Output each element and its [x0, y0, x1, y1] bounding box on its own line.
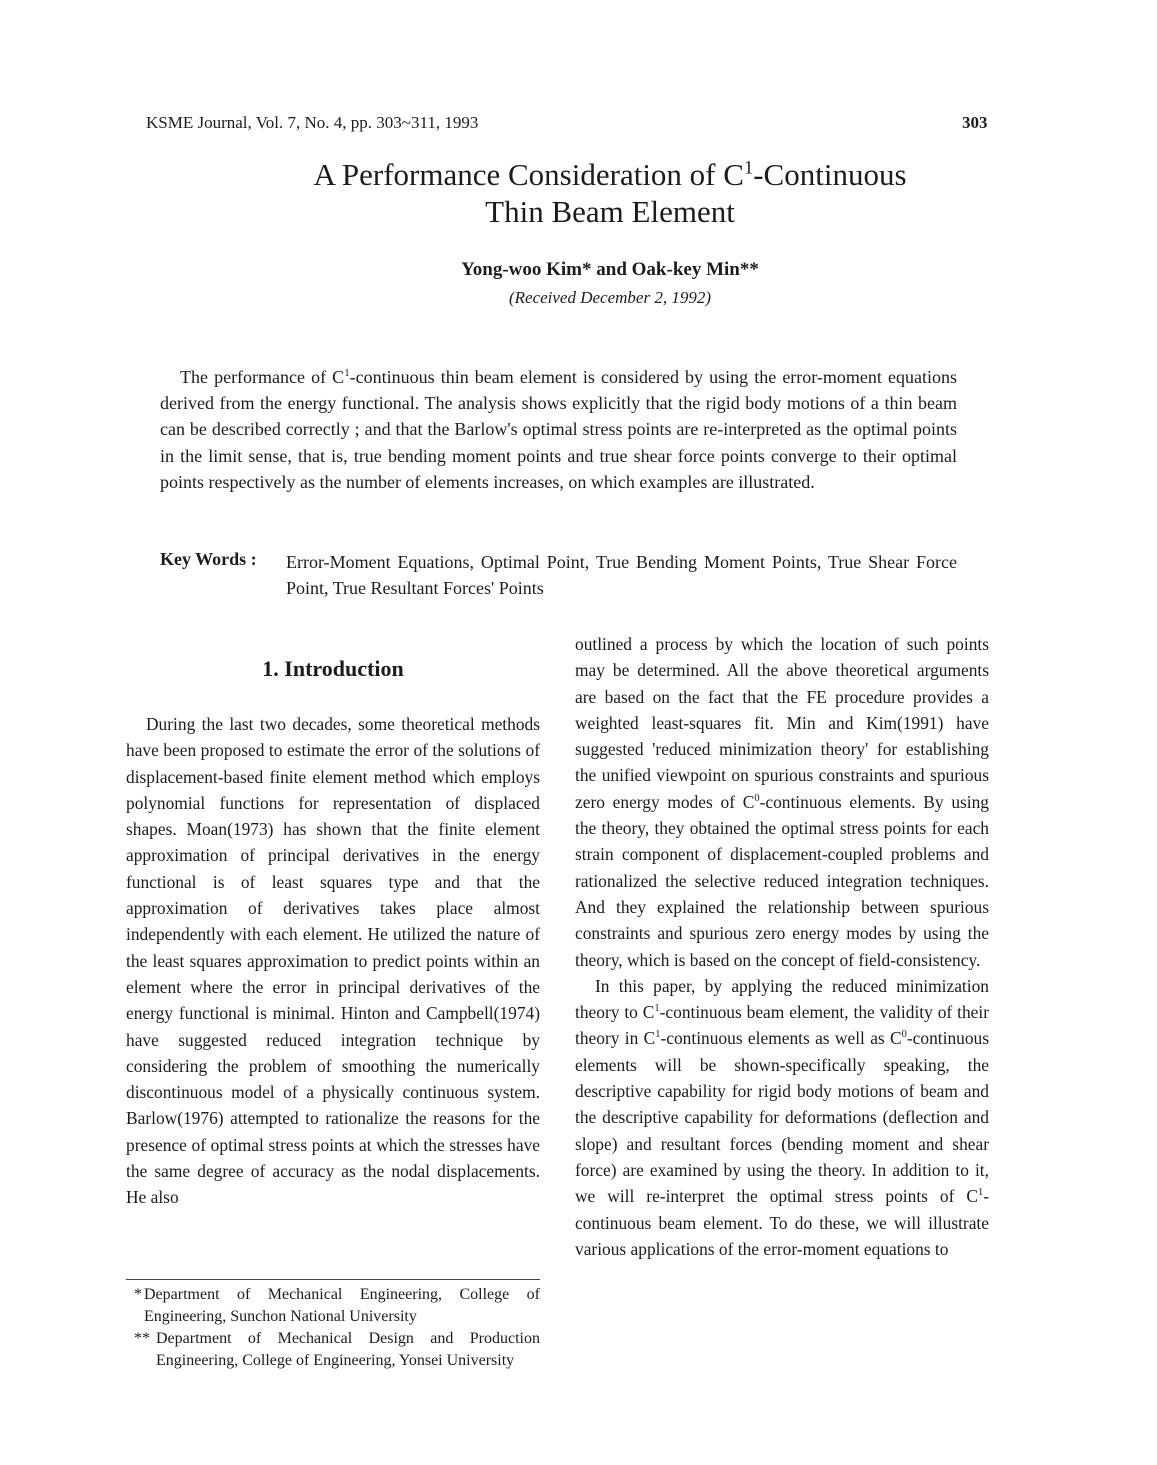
- page-number: 303: [962, 113, 988, 132]
- left-paragraph-1: During the last two decades, some theoretical methods have been proposed to estimate the error of the solutions of displacement-based finite element method which employs polynomial functions for representation of displaced shapes. Moan(1973) has shown that the finite element approximation of principal derivatives in the energy functional is of least squares type and that the approximation of derivatives takes place almost independently with each element. He utilized the nature of the least squares approximation to predict points within an element where the error in principal derivatives of the energy functional is minimal. Hinton and Campbell(1974) have suggested reduced integration technique by considering the problem of smoothing the numerically discontinuous model of a physically continuous system. Barlow(1976) attempted to rationalize the reasons for the presence of optimal stress points at which the stresses have the same degree of accuracy as the nodal displacements. He also: [126, 714, 540, 1208]
- right-paragraph-2: In this paper, by applying the reduced minimization theory to $C^1$-continuous beam element, the validity of their theory in $C^1$-continuous elements as well as $C^0$-continuous elements will be shown-specifically speaking, the descriptive capability for rigid body motions of beam and the descriptive capability for deformations (deflection and slope) and resultant forces (bending moment and shear force) are examined by using the theory. In addition to it, we will re-interpret the optimal stress points of $C^1$-continuous beam element. To do these, we will illustrate various applications of the error-moment equations to: [575, 975, 990, 1259]
- paper-title: [160, 156, 1060, 230]
- footnote-2-mark: **: [134, 1330, 150, 1347]
- running-head: KSME Journal, Vol. 7, No. 4, pp. 303~311, 1993: [146, 113, 479, 132]
- footnotes: [134, 1284, 540, 1372]
- footnote-1: [134, 1284, 540, 1328]
- authors: Yong-woo Kim* and Oak-key Min**: [461, 259, 759, 280]
- footnote-2: [134, 1328, 540, 1372]
- footnote-1-mark: *: [134, 1286, 142, 1303]
- right-paragraph-1: outlined a process by which the location of such points may be determined. All the above theoretical arguments are based on the fact that the FE procedure provides a weighted least-squares fit. Min and Kim(1991) have suggested 'reduced minimization theory' for establishing the unified viewpoint on spurious constraints and spurious zero energy modes of $C^0$-continuous elements. By using the theory, they obtained the optimal stress points for each strain component of displacement-coupled problems and rationalized the selective reduced integration techniques. And they explained the relationship between spurious constraints and spurious zero energy modes by using the theory, which is based on the concept of field-consistency.: [575, 634, 990, 970]
- received-date: (Received December 2, 1992): [508, 288, 711, 307]
- keywords-label: Key Words :: [160, 549, 257, 569]
- right-column: [575, 631, 989, 1262]
- section-heading: 1. Introduction: [262, 656, 404, 681]
- footnote-1-text: Department of Mechanical Engineering, College of Engineering, Sunchon National University: [144, 1286, 540, 1325]
- footnote-2-text: Department of Mechanical Design and Production Engineering, College of Engineering, Yonsei University: [156, 1330, 540, 1369]
- abstract: The performance of $C^1$-continuous thin beam element is considered by using the error-moment equations derived from the energy functional. The analysis shows explicitly that the rigid body motions of a thin beam can be described correctly ; and that the Barlow's optimal stress points are re-interpreted as the optimal points in the limit sense, that is, true bending moment points and true shear force points converge to their optimal points respectively as the number of elements increases, on which examples are illustrated.: [160, 367, 957, 492]
- footnote-divider: [126, 1279, 540, 1280]
- title-line-2: Thin Beam Element: [485, 194, 735, 229]
- keywords-text: Error-Moment Equations, Optimal Point, True Bending Moment Points, True Shear Force Point, True Resultant Forces' Points: [286, 552, 957, 598]
- left-column: [126, 711, 540, 1211]
- title-line-1: A Performance Consideration of $C^1$-Continuous: [313, 157, 907, 192]
